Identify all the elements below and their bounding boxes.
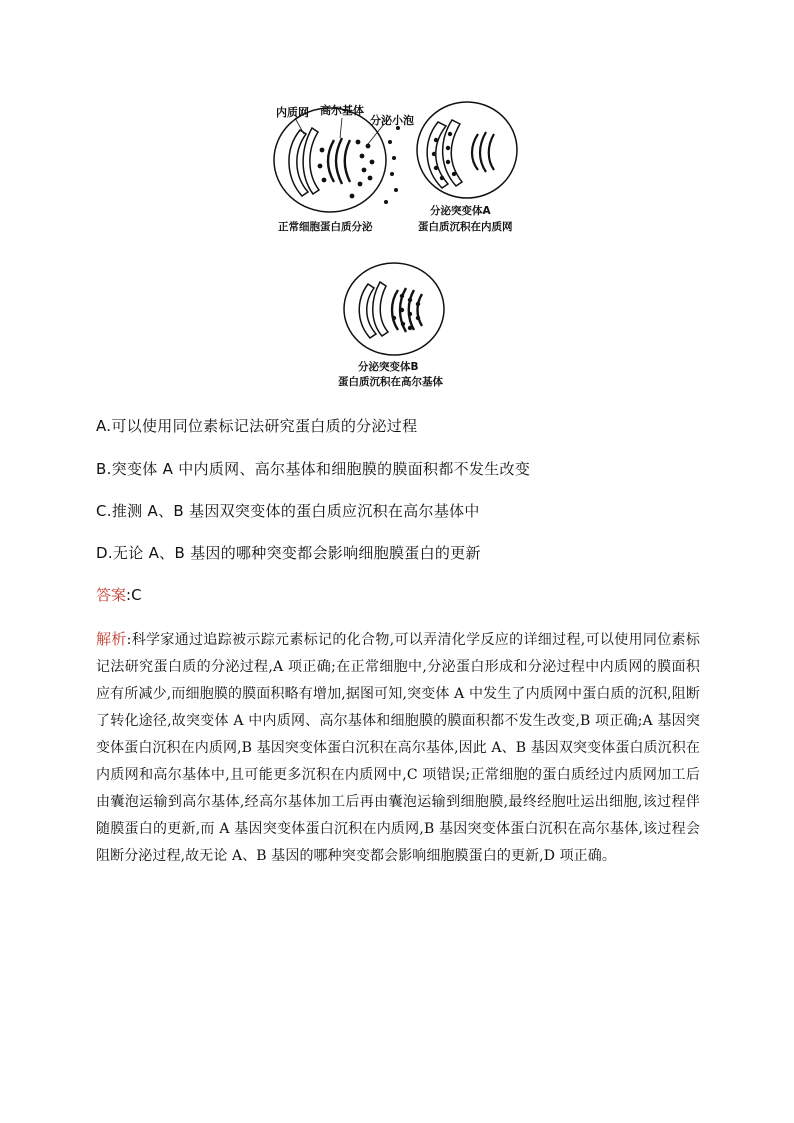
label-golgi: 高尔基体: [320, 104, 364, 117]
label-vesicle: 分泌小泡: [370, 114, 414, 127]
answer-line: [96, 584, 142, 605]
cell-secretion-figure: [0, 0, 794, 400]
option-c: C.推测 A、B 基因双突变体的蛋白质应沉积在高尔基体中: [96, 502, 480, 520]
option-b: B.突变体 A 中内质网、高尔基体和细胞膜的膜面积都不发生改变: [96, 460, 531, 478]
answer-value: :C: [126, 586, 142, 604]
analysis-text: :科学家通过追踪被示踪元素标记的化合物,可以弄清化学反应的详细过程,可以使用同位素标记法研究蛋白质的分泌过程,A 项正确;在正常细胞中,分泌蛋白形成和分泌过程中内质网的膜面积应有所减少,而细胞膜的膜面积略有增加,据图可知,突变体 A 中发生了内质网中蛋白质的沉积,阻断了转化途径,故突变体 A 中内质网、高尔基体和细胞膜的膜面积都不发生改变,B 项正确;A 基因突变体蛋白沉积在内质网,B 基因突变体蛋白沉积在高尔基体,因此 A、B 基因双突变体蛋白质沉积在内质网和高尔基体中,且可能更多沉积在内质网中,C 项错误;正常细胞的蛋白质经过内质网加工后由囊泡运输到高尔基体,经高尔基体加工后再由囊泡运输到细胞膜,最终经胞吐运出细胞,该过程伴随膜蛋白的更新,而 A 基因突变体蛋白沉积在内质网,B 基因突变体蛋白沉积在高尔基体,该过程会阻断分泌过程,故无论 A、B 基因的哪种突变都会影响细胞膜蛋白的更新,D 项正确。: [96, 632, 700, 864]
caption-mutant-b-desc: 蛋白质沉积在高尔基体: [338, 376, 443, 388]
option-d: D.无论 A、B 基因的哪种突变都会影响细胞膜蛋白的更新: [96, 544, 481, 562]
option-a: A.可以使用同位素标记法研究蛋白质的分泌过程: [96, 417, 418, 435]
label-er: 内质网: [276, 106, 309, 119]
caption-mutant-a-desc: 蛋白质沉积在内质网: [418, 221, 513, 233]
mutant-a-diagram: [417, 102, 517, 198]
analysis-label: 解析: [96, 630, 127, 648]
analysis-paragraph: [96, 626, 700, 870]
caption-normal: 正常细胞蛋白质分泌: [278, 221, 373, 233]
answer-label: 答案: [96, 586, 127, 604]
caption-mutant-b-title: 分泌突变体B: [358, 361, 419, 373]
mutant-b-diagram: [344, 263, 444, 355]
caption-mutant-a-title: 分泌突变体A: [430, 205, 491, 217]
